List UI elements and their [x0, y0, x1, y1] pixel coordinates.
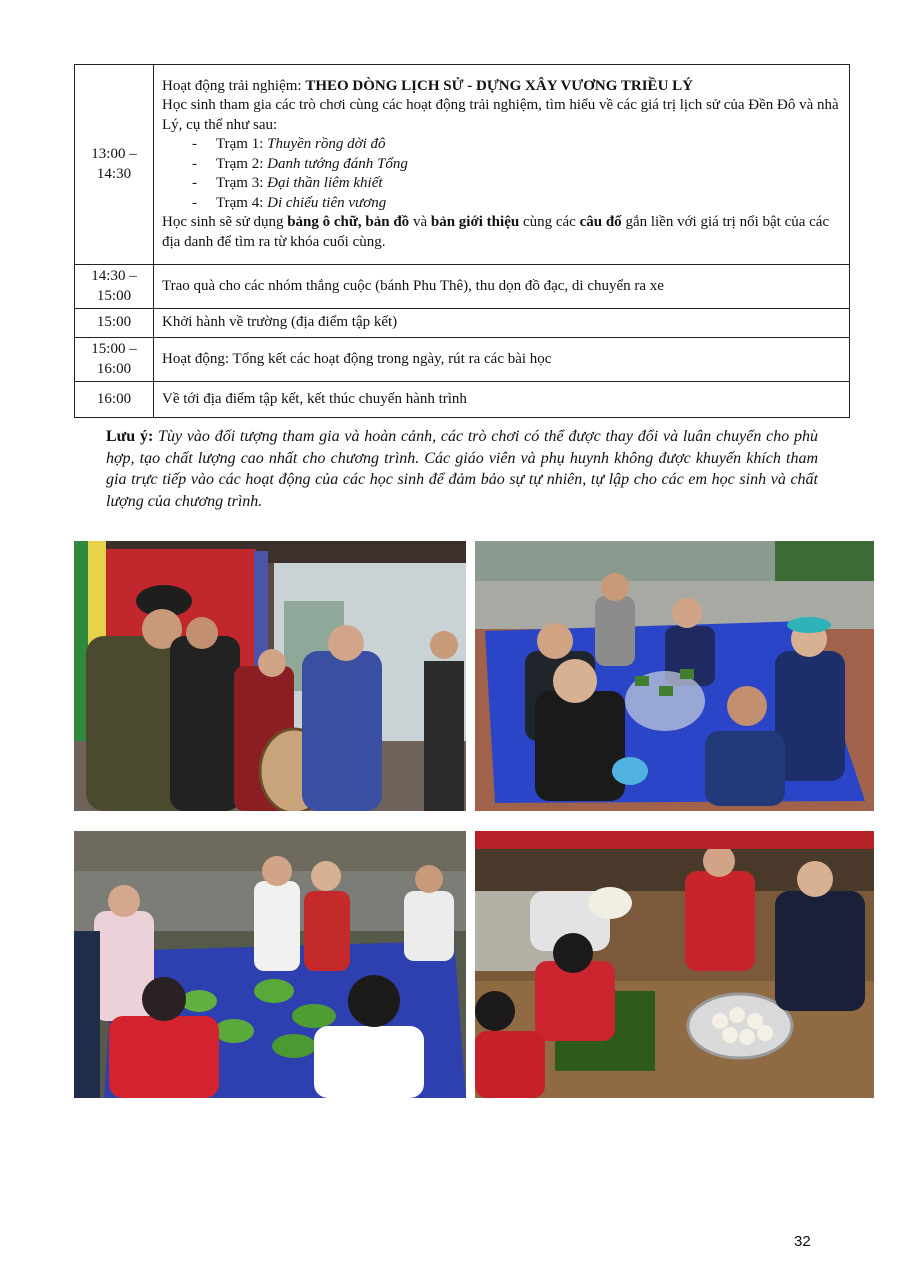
schedule-time: 15:00 – 16:00 — [75, 338, 154, 382]
photo-students-wrapping-cakes — [475, 541, 874, 811]
schedule-time: 14:30 – 15:00 — [75, 265, 154, 309]
activity-heading — [162, 77, 841, 97]
schedule-table — [74, 64, 850, 418]
photo-children-banana-leaves — [74, 831, 466, 1098]
activity-intro: Học sinh tham gia các trò chơi cùng các hoạt động trải nghiệm, tìm hiểu về các giá trị lịch sử của Đền Đô và nhà Lý, cụ thể như sau: — [162, 97, 839, 133]
activity-summary: Học sinh sẽ sử dụng bảng ô chữ, bản đồ và bản giới thiệu cùng các câu đố gắn liền với giá trị nổi bật của các địa danh để tìm ra từ khóa cuối cùng. — [162, 214, 830, 250]
activity-title: THEO DÒNG LỊCH SỬ - DỰNG XÂY VƯƠNG TRIỀU LÝ — [305, 77, 693, 94]
station-item: - Trạm 2: Danh tướng đánh Tống — [192, 155, 841, 175]
schedule-activity — [154, 65, 850, 265]
activity-prefix: Hoạt động trải nghiệm: — [162, 77, 306, 94]
page-number: 32 — [794, 1233, 811, 1250]
note-paragraph — [106, 426, 818, 512]
schedule-activity: Khởi hành về trường (địa điểm tập kết) — [154, 309, 850, 338]
photo-students-making-dumplings — [475, 831, 874, 1098]
station-item: - Trạm 1: Thuyền rồng dời đô — [192, 135, 841, 155]
station-item: - Trạm 3: Đại thần liêm khiết — [192, 174, 841, 194]
note-label: Lưu ý: — [106, 428, 154, 445]
schedule-row — [75, 338, 850, 382]
station-item: - Trạm 4: Di chiếu tiên vương — [192, 194, 841, 214]
schedule-row — [75, 382, 850, 418]
photo-folk-performance — [74, 541, 466, 811]
schedule-row — [75, 265, 850, 309]
station-list — [162, 135, 841, 213]
note-text: Tùy vào đối tượng tham gia và hoàn cảnh, các trò chơi có thể được thay đổi và luân chuyển cho phù hợp, tạo chất lượng cao nhất cho chương trình. Các giáo viên và phụ huynh không được khuyến khích tham gia trực tiếp vào các hoạt động của các học sinh để đảm bảo sự tự nhiên, tự lập cho các em học sinh và chất lượng của chương trình. — [106, 428, 819, 510]
schedule-activity: Trao quà cho các nhóm thắng cuộc (bánh Phu Thê), thu dọn đồ đạc, di chuyển ra xe — [154, 265, 850, 309]
schedule-row — [75, 309, 850, 338]
schedule-activity: Về tới địa điểm tập kết, kết thúc chuyến hành trình — [154, 382, 850, 418]
schedule-time: 13:00 – 14:30 — [75, 65, 154, 265]
schedule-activity: Hoạt động: Tổng kết các hoạt động trong ngày, rút ra các bài học — [154, 338, 850, 382]
schedule-time: 15:00 — [75, 309, 154, 338]
schedule-time: 16:00 — [75, 382, 154, 418]
schedule-row — [75, 65, 850, 265]
